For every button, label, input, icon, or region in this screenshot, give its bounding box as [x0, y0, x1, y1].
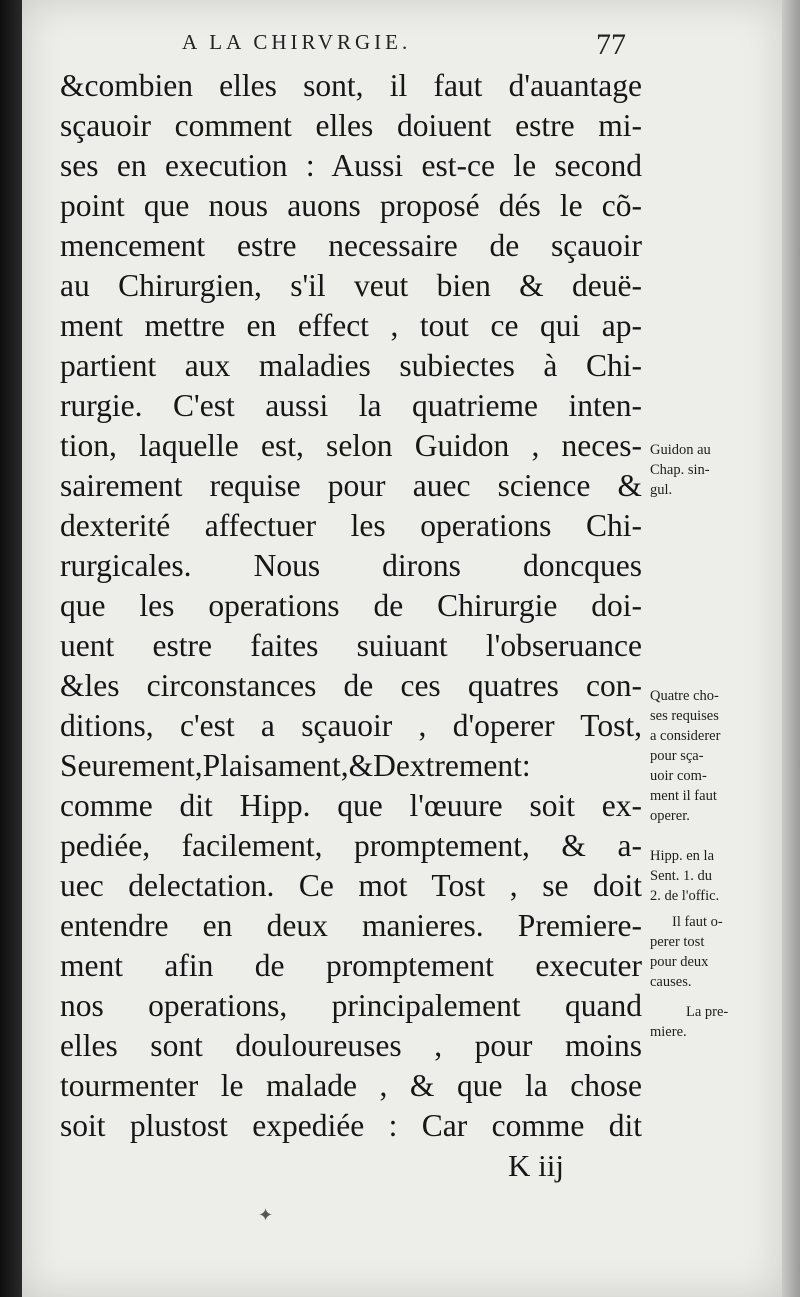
marginal-note-hipp	[650, 846, 760, 906]
marginal-note-line: La pre-	[686, 1004, 729, 1020]
marginal-note-line: pour sça-	[650, 748, 704, 764]
text-line: ditions, c'est a sçauoir , d'operer Tost,	[60, 708, 642, 743]
marginal-note-guidon	[650, 440, 760, 500]
marginal-note-line: ment il faut	[650, 788, 717, 804]
text-line: uec delectation. Ce mot Tost , se doit	[60, 868, 642, 903]
text-line: comme dit Hipp. que l'œuure soit ex-	[60, 788, 642, 823]
text-line: nos operations, principalement quand	[60, 988, 642, 1023]
text-line: point que nous auons proposé dés le cõ-	[60, 188, 642, 223]
marginal-note-line: gul.	[650, 482, 673, 498]
marginal-note-line: Guidon au	[650, 442, 711, 458]
catchword-signature: K iij	[508, 1148, 564, 1183]
text-line: rurgie. C'est aussi la quatrieme inten-	[60, 388, 642, 423]
text-line: tourmenter le malade , & que la chose	[60, 1068, 642, 1103]
text-line: pediée, facilement, promptement, & a-	[60, 828, 642, 863]
text-line: mencement estre necessaire de sçauoir	[60, 228, 642, 263]
text-line: sairement requise pour auec science &	[60, 468, 642, 503]
marginal-note-line: Il faut o-	[672, 914, 723, 930]
text-line: &les circonstances de ces quatres con-	[60, 668, 642, 703]
marginal-note-line: Quatre cho-	[650, 688, 719, 704]
text-line: soit plustost expediée : Car comme dit	[60, 1108, 642, 1143]
marginal-note-line: perer tost	[650, 934, 705, 950]
page-gutter-shadow	[0, 0, 22, 1297]
marginal-note-line: uoir com-	[650, 768, 707, 784]
marginal-note-line: ses requises	[650, 708, 719, 724]
marginal-note-line: Chap. sin-	[650, 462, 710, 478]
text-line: partient aux maladies subiectes à Chi-	[60, 348, 642, 383]
marginal-note-line: causes.	[650, 974, 692, 990]
text-line: entendre en deux manieres. Premiere-	[60, 908, 642, 943]
marginal-note-line: a considerer	[650, 728, 721, 744]
page-fore-edge	[782, 0, 800, 1297]
text-line: tion, laquelle est, selon Guidon , neces-	[60, 428, 642, 463]
marginal-note-la-premiere	[650, 1002, 760, 1042]
marginal-note-line: miere.	[650, 1024, 687, 1040]
text-line: dexterité affectuer les operations Chi-	[60, 508, 642, 543]
text-line: rurgicales. Nous dirons doncques	[60, 548, 642, 583]
text-line: sçauoir comment elles doiuent estre mi-	[60, 108, 642, 143]
text-line: au Chirurgien, s'il veut bien & deuë-	[60, 268, 642, 303]
text-line: ses en execution : Aussi est-ce le second	[60, 148, 642, 183]
marginal-note-line: Hipp. en la	[650, 848, 715, 864]
running-head: A LA CHIRVRGIE.	[182, 30, 412, 54]
marginal-note-line: Sent. 1. du	[650, 868, 713, 884]
text-line: ment mettre en effect , tout ce qui ap-	[60, 308, 642, 343]
text-line: Seurement,Plaisament,&Dextrement:	[60, 748, 531, 783]
page-number: 77	[596, 28, 626, 61]
text-line: uent estre faites suiuant l'obseruance	[60, 628, 642, 663]
marginal-note-quatre-choses	[650, 686, 760, 826]
marginal-note-line: 2. de l'offic.	[650, 888, 720, 904]
marginal-note-line: pour deux	[650, 954, 709, 970]
text-line: elles sont douloureuses , pour moins	[60, 1028, 642, 1063]
text-line: &combien elles sont, il faut d'auantage	[60, 68, 642, 103]
ink-smudge-icon: ✦	[258, 1205, 274, 1226]
marginal-note-line: operer.	[650, 808, 690, 824]
marginal-note-il-faut	[650, 912, 760, 992]
text-line: ment afin de promptement executer	[60, 948, 642, 983]
text-line: que les operations de Chirurgie doi-	[60, 588, 642, 623]
